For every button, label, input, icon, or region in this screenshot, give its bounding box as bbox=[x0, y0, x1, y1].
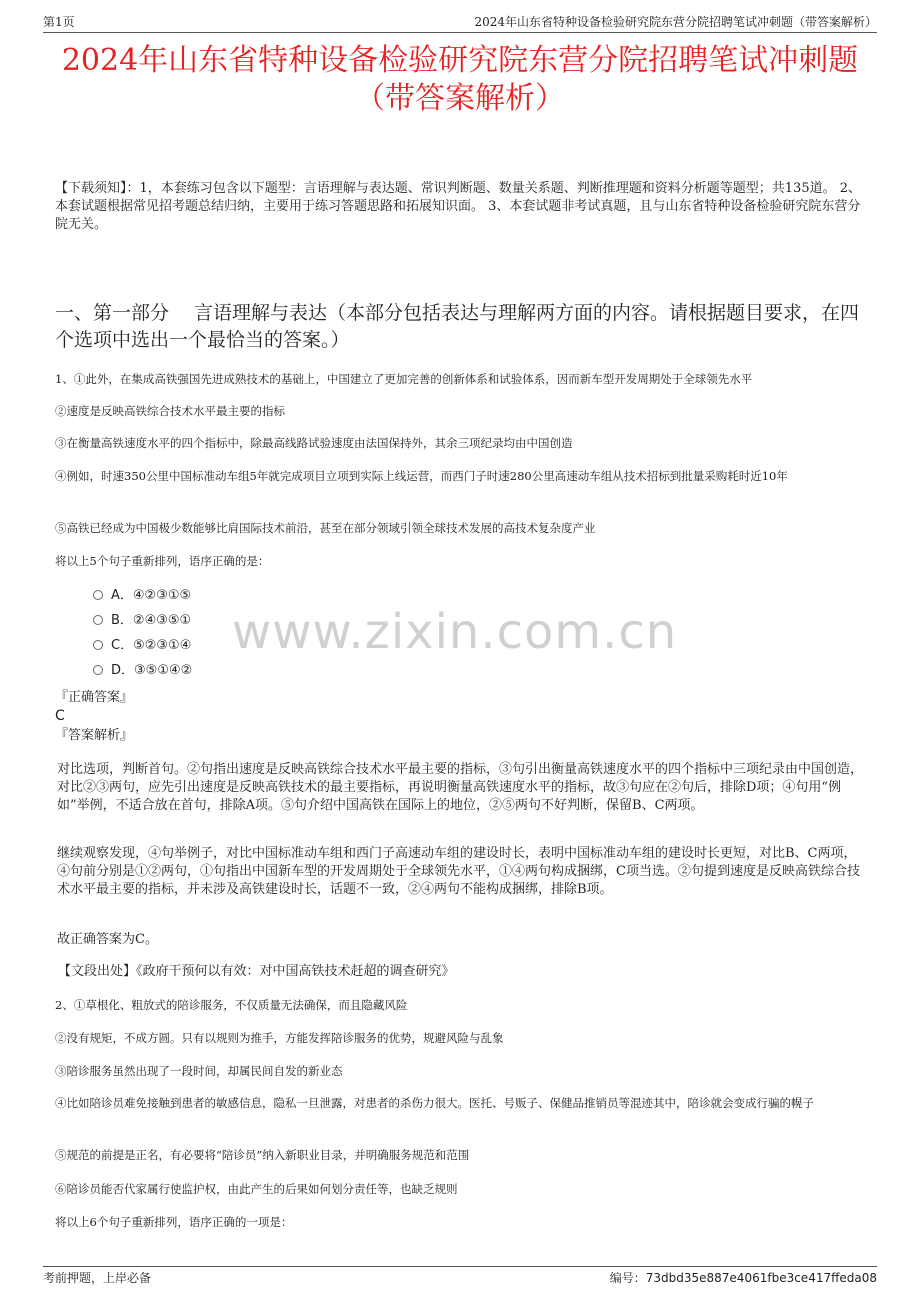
q2-sentence-6: ⑥陪诊员能否代家属行使监护权，由此产生的后果如何划分责任等，也缺乏规则 bbox=[55, 1182, 458, 1196]
q2-sentence-3: ③陪诊服务虽然出现了一段时间，却属民间自发的新业态 bbox=[55, 1064, 343, 1078]
option-c[interactable] bbox=[93, 637, 191, 655]
q2-sentence-2: ②没有规矩，不成方圆。只有以规则为推手，方能发挥陪诊服务的优势，规避风险与乱象 bbox=[55, 1031, 504, 1045]
option-c-label: C．⑤②③①④ bbox=[111, 638, 192, 653]
analysis-label: 『答案解析』 bbox=[55, 728, 134, 743]
q2-prompt: 将以上6个句子重新排列，语序正确的一项是： bbox=[55, 1215, 293, 1229]
q1-sentence-1: 1、①此外，在集成高铁强国先进成熟技术的基础上，中国建立了更加完善的创新体系和试验体系，因而新车型开发周期处于全球领先水平 bbox=[55, 372, 753, 386]
footer-slogan: 考前押题，上岸必备 bbox=[43, 1271, 152, 1285]
q2-sentence-5: ⑤规范的前提是正名，有必要将“陪诊员”纳入新职业目录，并明确服务规范和范围 bbox=[55, 1148, 470, 1162]
page-header bbox=[43, 14, 877, 33]
option-d[interactable] bbox=[93, 662, 192, 680]
radio-icon[interactable] bbox=[93, 590, 103, 600]
answer-value: C bbox=[55, 708, 65, 724]
q1-sentence-5: ⑤高铁已经成为中国极少数能够比肩国际技术前沿，甚至在部分领域引领全球技术发展的高技术复杂度产业 bbox=[55, 521, 596, 535]
download-notice: 【下载须知】：1，本套练习包含以下题型：言语理解与表达题、常识判断题、数量关系题、判断推理题和资料分析题等题型；共135道。 2、本套试题根据常见招考题总结归纳，主要用于练习答题思路和拓展知识面。 3、本套试题非考试真题，且与山东省特种设备检验研究院东营分院无关。 bbox=[55, 181, 861, 232]
q1-prompt: 将以上5个句子重新排列，语序正确的是： bbox=[55, 554, 270, 568]
radio-icon[interactable] bbox=[93, 640, 103, 650]
option-d-label: D．③⑤①④② bbox=[111, 663, 193, 678]
analysis-paragraph-1: 对比选项，判断首句。②句指出速度是反映高铁综合技术水平最主要的指标，③句引出衡量高铁速度水平的四个指标中三项纪录由中国创造，对比②③两句，应先引出速度是反映高铁技术的最主要指标，再说明衡量高铁速度水平的指标，故③句应在②句后，排除D项；④句用“例如”举例，不适合放在首句，排除A项。⑤句介绍中国高铁在国际上的地位，②⑤两句不好判断，保留B、C两项。 bbox=[57, 762, 864, 813]
title-line-2: （带答案解析） bbox=[355, 81, 565, 116]
section-heading: 一、第一部分 言语理解与表达（本部分包括表达与理解两方面的内容。请根据题目要求，在四个选项中选出一个最恰当的答案。） bbox=[55, 302, 860, 351]
header-doc-title: 2024年山东省特种设备检验研究院东营分院招聘笔试冲刺题（带答案解析） bbox=[474, 15, 877, 29]
answer-label: 『正确答案』 bbox=[55, 690, 134, 705]
q1-sentence-3: ③在衡量高铁速度水平的四个指标中，除最高线路试验速度由法国保持外，其余三项纪录均由中国创造 bbox=[55, 436, 573, 450]
title-line-1: 2024年山东省特种设备检验研究院东营分院招聘笔试冲刺题 bbox=[61, 43, 859, 78]
footer-serial: 编号：73dbd35e887e4061fbe3ce417ffeda08 bbox=[609, 1271, 877, 1285]
option-b[interactable] bbox=[93, 612, 191, 630]
document-title bbox=[43, 42, 877, 118]
q1-sentence-4: ④例如，时速350公里中国标准动车组5年就完成项目立项到实际上线运营，而西门子时速280公里高速动车组从技术招标到批量采购耗时近10年 bbox=[55, 469, 788, 483]
q2-sentence-4: ④比如陪诊员难免接触到患者的敏感信息，隐私一旦泄露，对患者的杀伤力很大。医托、号贩子、保健品推销员等混迹其中，陪诊就会变成行骗的幌子 bbox=[55, 1096, 814, 1110]
q1-sentence-2: ②速度是反映高铁综合技术水平最主要的指标 bbox=[55, 404, 285, 418]
radio-icon[interactable] bbox=[93, 665, 103, 675]
option-a-label: A．④②③①⑤ bbox=[111, 588, 192, 603]
page-footer bbox=[43, 1266, 877, 1287]
page-number: 第1页 bbox=[43, 15, 75, 29]
radio-icon[interactable] bbox=[93, 615, 103, 625]
source-citation: 【文段出处】《政府干预何以有效：对中国高铁技术赶超的调查研究》 bbox=[58, 964, 455, 979]
watermark: www.zixin.com.cn bbox=[232, 604, 678, 660]
option-b-label: B．②④③⑤① bbox=[111, 613, 192, 628]
q2-sentence-1: 2、①草根化、粗放式的陪诊服务，不仅质量无法确保，而且隐藏风险 bbox=[55, 998, 408, 1012]
option-a[interactable] bbox=[93, 587, 191, 605]
analysis-conclusion: 故正确答案为C。 bbox=[57, 932, 158, 947]
analysis-paragraph-2: 继续观察发现，④句举例子，对比中国标准动车组和西门子高速动车组的建设时长，表明中国标准动车组的建设时长更短，对比B、C两项，④句前分别是①②两句，①句指出中国新车型的开发周期处于全球领先水平，①④两句构成捆绑，C项当选。②句提到速度是反映高铁综合技术水平最主要的指标，并未涉及高铁建设时长，话题不一致，②④两句不能构成捆绑，排除B项。 bbox=[57, 846, 860, 897]
